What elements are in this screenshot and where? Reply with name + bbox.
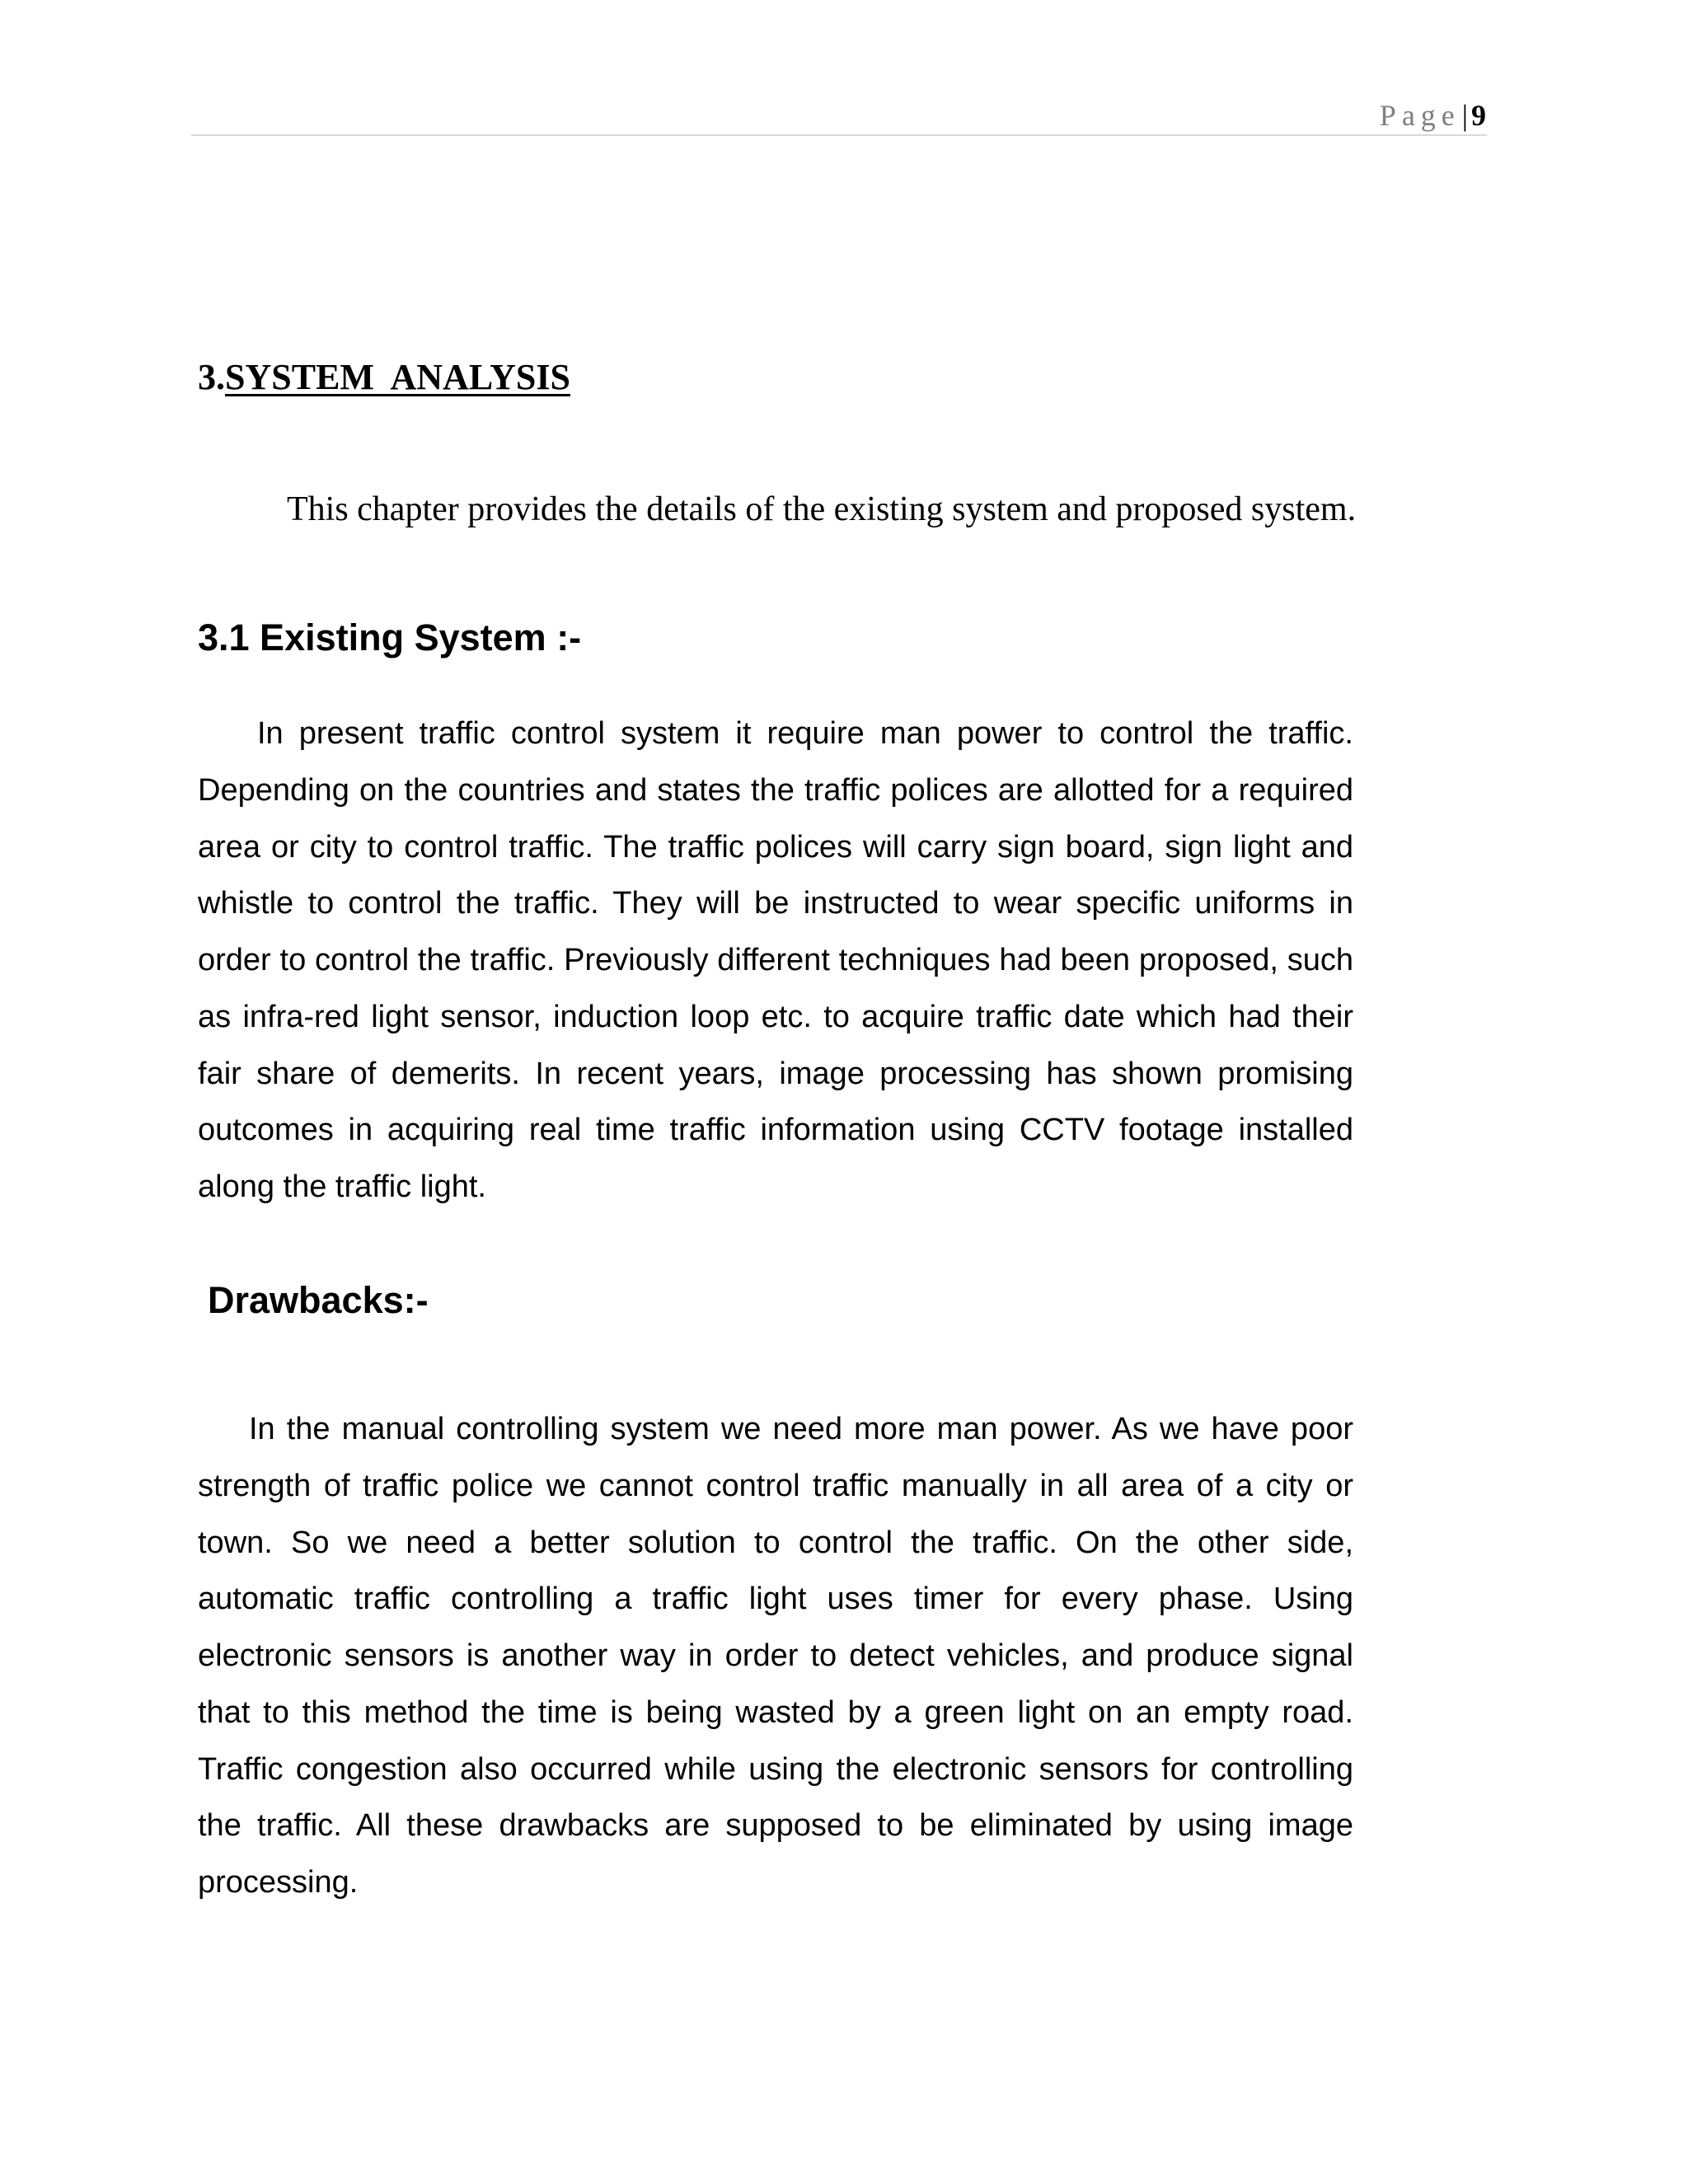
chapter-heading [198,354,570,401]
header-rule [191,134,1487,136]
page-separator: | [1461,99,1468,132]
chapter-number: 3. [198,357,225,397]
chapter-intro: This chapter provides the details of the existing system and proposed system. [287,490,1357,528]
chapter-title: SYSTEM ANALYSIS [225,357,570,397]
section-heading-existing-system: 3.1 Existing System :- [198,616,582,658]
paragraph-existing-system: In present traffic control system it require man power to control the traffic. Depending on the countries and states the traffic polices are allotted for a required area or city to control traffic. The traffic polices will carry sign board, sign light and whistle to control the traffic. They will be instructed to wear specific uniforms in order to control the traffic. Previously different techniques had been proposed, such as infra-red light sensor, induction loop etc. to acquire traffic date which had their fair share of demerits. In recent years, image processing has shown promising outcomes in acquiring real time traffic information using CCTV footage installed along the traffic light. [198,716,1353,1204]
page-label: Page [1379,99,1461,132]
page-number: 9 [1471,99,1486,132]
section-heading-drawbacks: Drawbacks:- [208,1279,429,1321]
page-header [0,97,1486,134]
paragraph-drawbacks: In the manual controlling system we need more man power. As we have poor strength of traffic police we cannot control traffic manually in all area of a city or town. So we need a better solution to control the traffic. On the other side, automatic traffic controlling a traffic light uses timer for every phase. Using electronic sensors is another way in order to detect vehicles, and produce signal that to this method the time is being wasted by a green light on an empty road. Traffic congestion also occurred while using the electronic sensors for controlling the traffic. All these drawbacks are supposed to be eliminated by using image processing. [198,1412,1353,1900]
